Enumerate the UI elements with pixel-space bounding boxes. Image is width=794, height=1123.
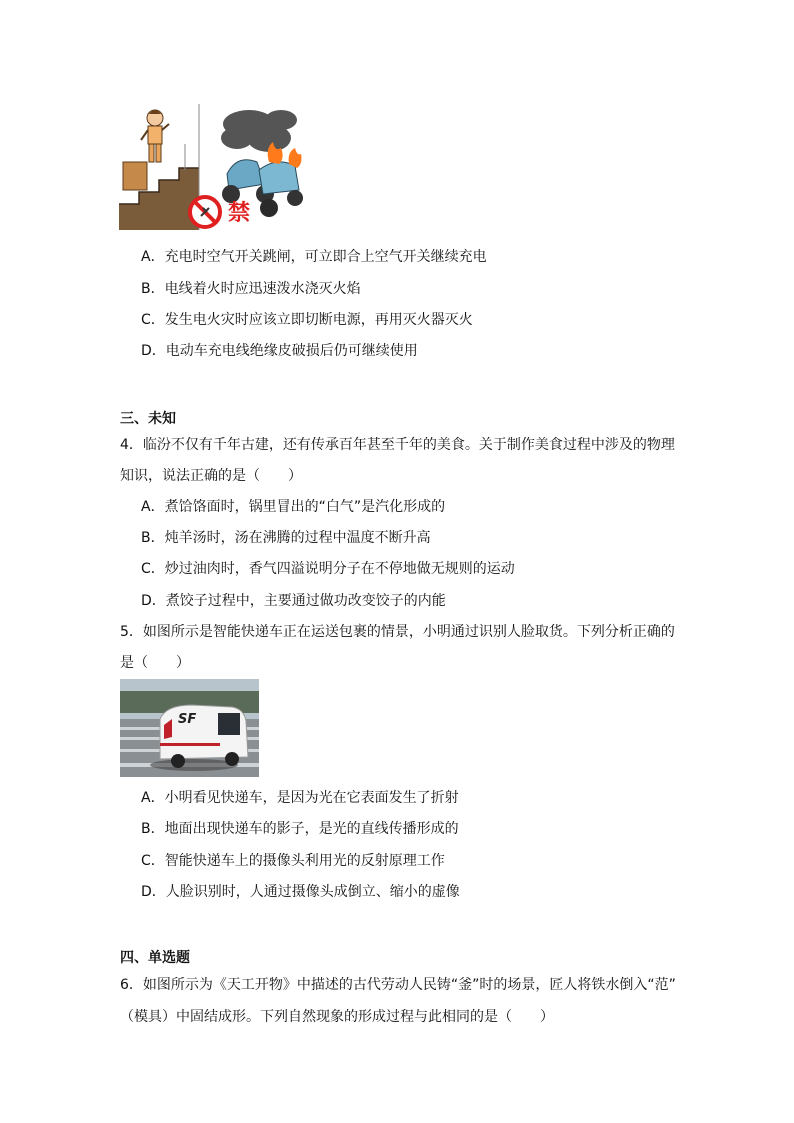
delivery-vehicle-photo bbox=[120, 679, 259, 777]
smoke-drawing bbox=[221, 110, 297, 152]
q4-option-d: D．煮饺子过程中，主要通过做功改变饺子的内能 bbox=[141, 593, 446, 609]
q6-stem-line1: 6．如图所示为《天工开物》中描述的古代劳动人民铸“釜”时的场景，匠人将铁水倒入“范” bbox=[120, 977, 676, 993]
section-title-unknown: 三、未知 bbox=[120, 411, 176, 427]
q4-option-b: B．炖羊汤时，汤在沸腾的过程中温度不断升高 bbox=[141, 530, 431, 546]
q5-option-d: D．人脸识别时，人通过摄像头成倒立、缩小的虚像 bbox=[141, 884, 460, 900]
sf-logo: SF bbox=[178, 712, 197, 727]
q3-option-d: D．电动车充电线绝缘皮破损后仍可继续使用 bbox=[141, 343, 418, 359]
q3-option-a: A．充电时空气开关跳闸，可立即合上空气开关继续充电 bbox=[141, 249, 487, 265]
fire-illustration bbox=[119, 104, 306, 230]
no-charging-sign-icon bbox=[190, 197, 220, 227]
q4-option-a: A．煮饸饹面时，锅里冒出的“白气”是汽化形成的 bbox=[141, 499, 446, 515]
q5-stem-line2: 是（ ） bbox=[120, 655, 190, 671]
q5-option-a: A．小明看见快递车，是因为光在它表面发生了折射 bbox=[141, 790, 459, 806]
q5-option-c: C．智能快递车上的摄像头利用光的反射原理工作 bbox=[141, 853, 445, 869]
q4-stem-line1: 4．临汾不仅有千年古建，还有传承百年甚至千年的美食。关于制作美食过程中涉及的物理 bbox=[120, 437, 675, 453]
section-title-single-choice: 四、单选题 bbox=[120, 950, 190, 966]
q4-stem-line2: 知识，说法正确的是（ ） bbox=[120, 468, 302, 484]
q3-option-c: C．发生电火灾时应该立即切断电源，再用灭火器灭火 bbox=[141, 312, 473, 328]
q5-stem-line1: 5．如图所示是智能快递车正在运送包裹的情景，小明通过识别人脸取货。下列分析正确的 bbox=[120, 624, 675, 640]
sign-text: 禁 bbox=[228, 201, 251, 226]
q6-stem-line2: （模具）中固结成形。下列自然现象的形成过程与此相同的是（ ） bbox=[120, 1009, 554, 1025]
q3-option-b: B．电线着火时应迅速泼水浇灭火焰 bbox=[141, 281, 361, 297]
q5-option-b: B．地面出现快递车的影子，是光的直线传播形成的 bbox=[141, 821, 459, 837]
q4-option-c: C．炒过油肉时，香气四溢说明分子在不停地做无规则的运动 bbox=[141, 561, 515, 577]
